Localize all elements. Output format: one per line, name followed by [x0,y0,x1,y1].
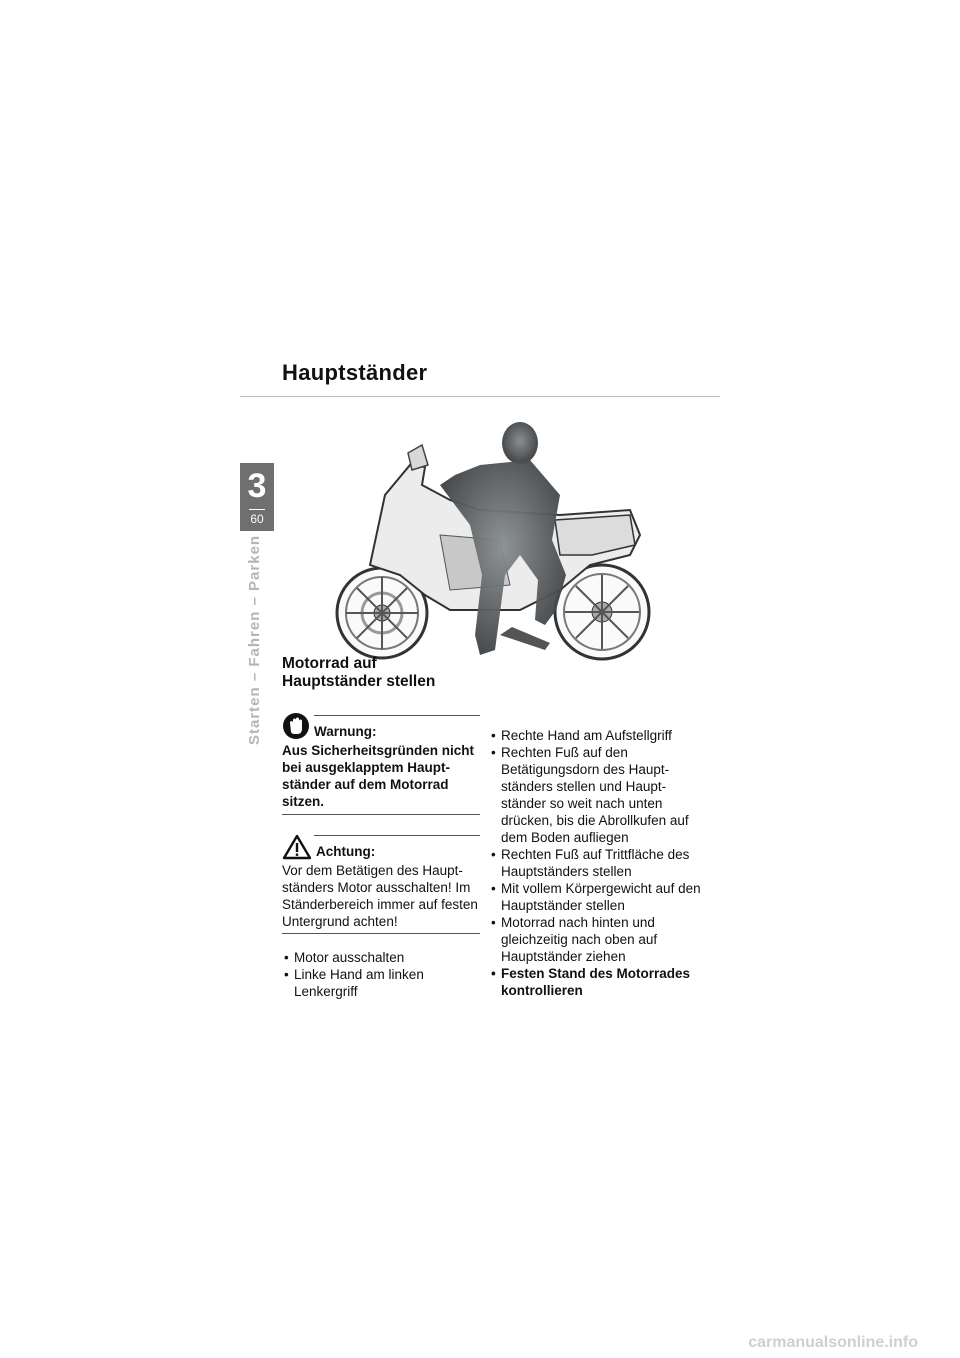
warning-box [282,715,480,815]
list-item: • Mit vollem Körpergewicht auf den Hauptständer stellen [491,880,701,914]
list-item: • Linke Hand am linken Lenkergriff [284,966,484,1000]
section-heading [282,655,435,691]
page-title: Hauptständer [282,360,428,385]
caution-bottom-rule [282,933,480,934]
warning-text: Aus Sicherheitsgründen nicht bei ausgeklapptem Hauptständer auf dem Motorrad sitzen. [282,743,475,809]
title-divider [240,396,720,397]
caution-text: Vor dem Betätigen des Hauptständers Motor ausschalten! Im Ständerbereich immer auf festen Untergrund achten! [282,863,478,929]
windscreen [408,445,428,470]
list-item: • Rechten Fuß auf den Betätigungsdorn des Hauptständers stellen und Hauptständer so weit nach unten drücken, bis die Abrollkufen auf dem Boden aufliegen [491,744,701,846]
chapter-number: 3 [247,467,267,505]
warning-bottom-rule [282,814,480,815]
page-number: 60 [250,512,264,526]
list-item: • Rechten Fuß auf Trittfläche des Hauptständers stellen [491,846,701,880]
main-stand [500,627,550,650]
caution-box [282,835,480,934]
motorcycle-on-stand-illustration [330,415,665,665]
section-heading-line2: Hauptständer stellen [282,673,436,690]
footer-watermark: carmanualsonline.info [748,1334,918,1351]
stop-hand-icon [282,712,310,740]
steps-list-right [491,727,701,999]
list-item: • Rechte Hand am Aufstellgriff [491,727,701,744]
list-item: • Motorrad nach hinten und gleichzeitig nach oben auf Hauptständer ziehen [491,914,701,965]
warning-label: Warnung: [314,724,377,739]
section-heading-line1: Motorrad auf [282,655,377,672]
chapter-tab [240,463,274,531]
warning-triangle-icon [282,834,312,860]
caution-label: Achtung: [316,844,376,859]
list-item: • Motor ausschalten [284,949,484,966]
steps-list-left [284,949,484,1000]
chapter-side-label: Starten – Fahren – Parken [246,534,263,745]
list-item-final-check: • Festen Stand des Motorrades kontrollieren [491,965,701,999]
side-label-container [238,534,278,745]
